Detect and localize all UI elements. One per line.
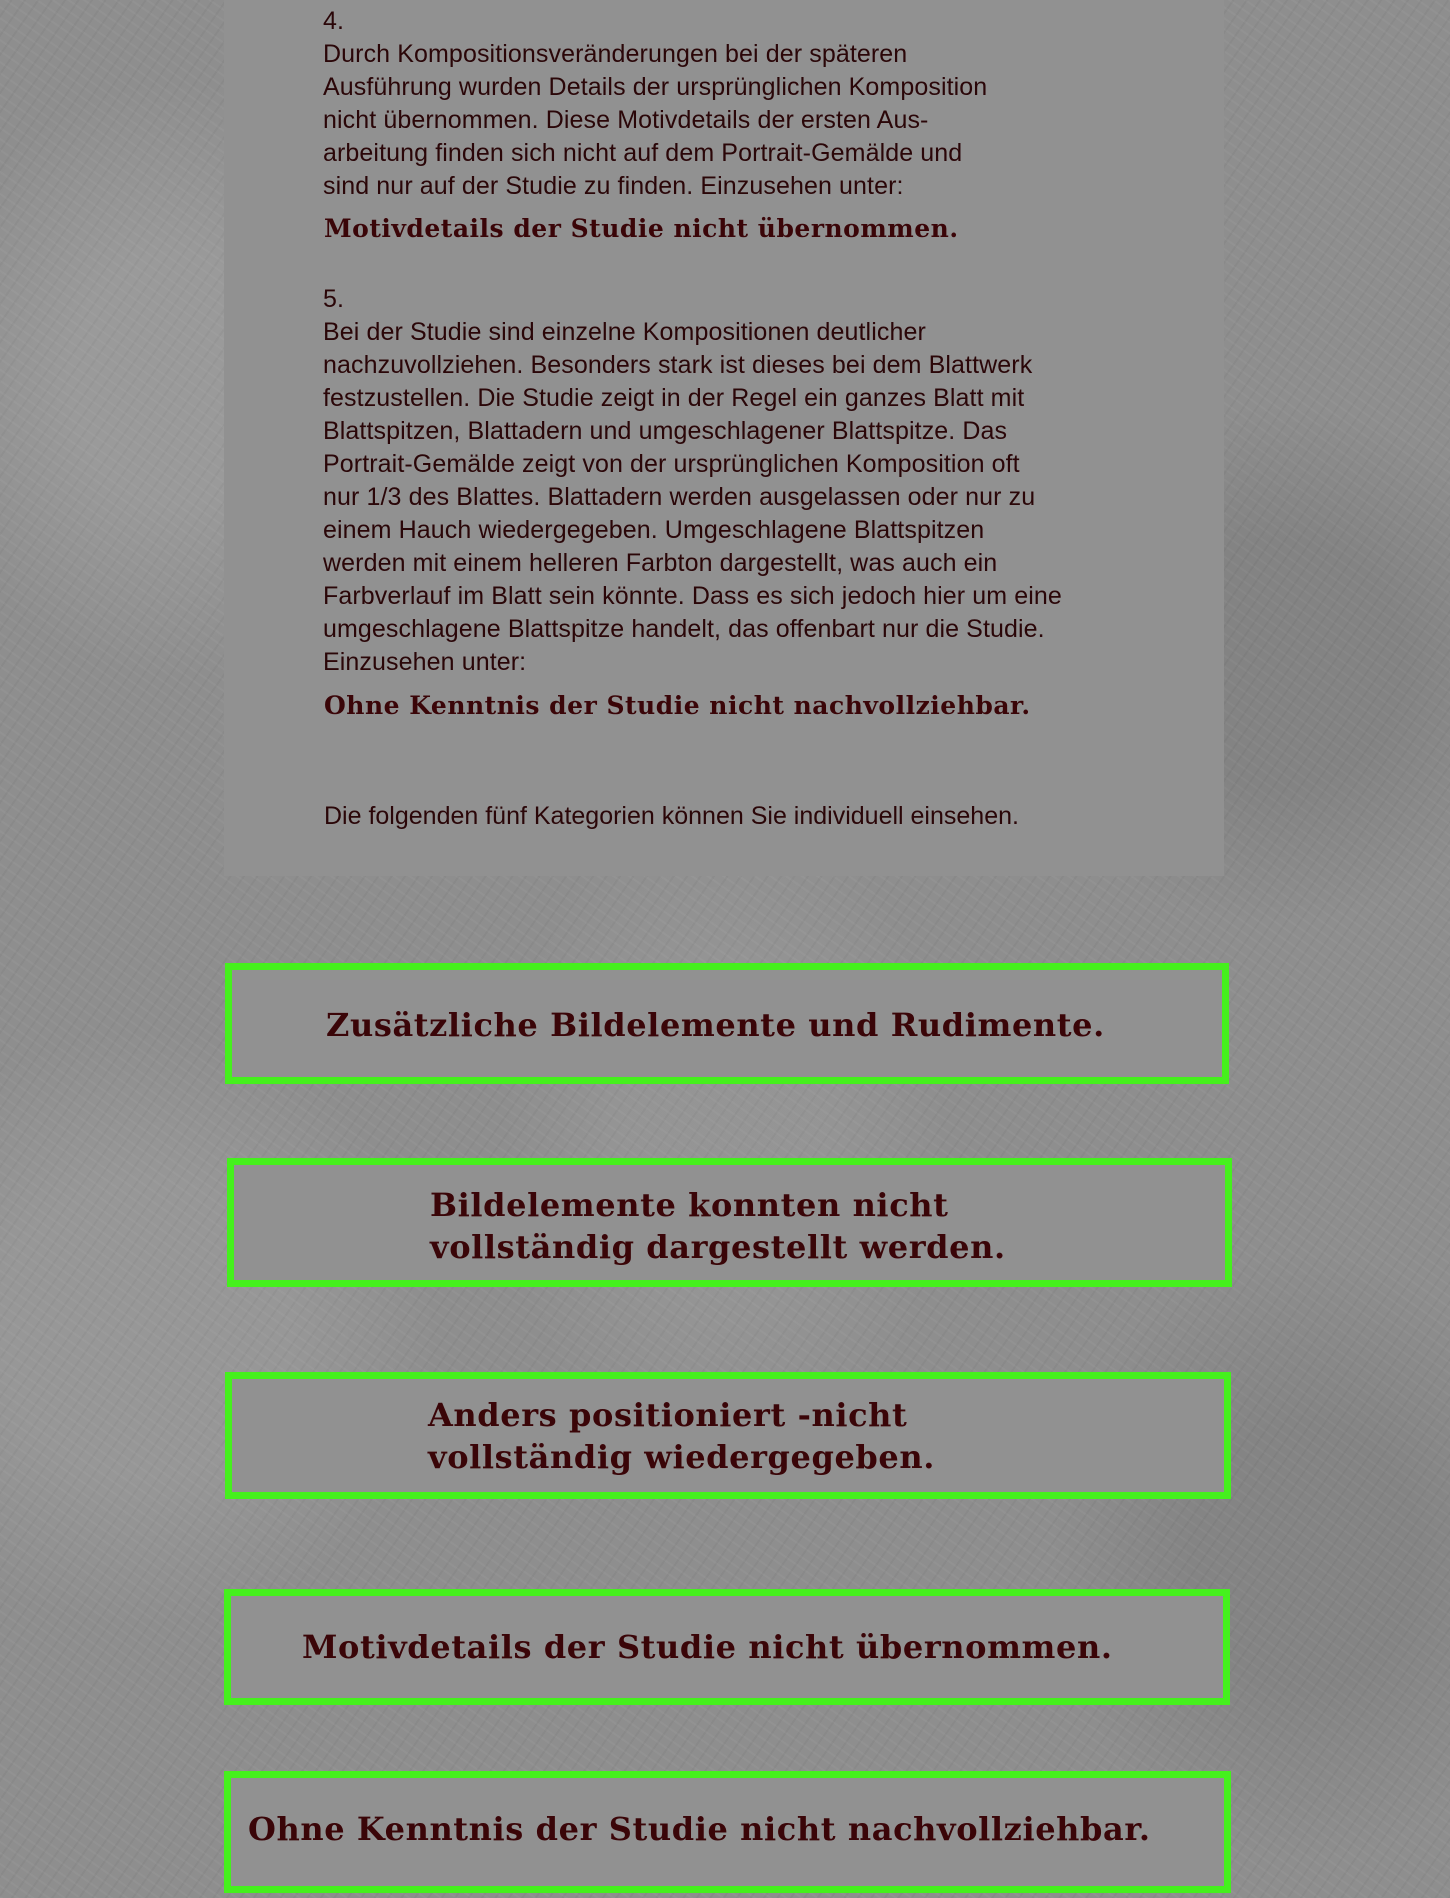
section-5-line: umgeschlagene Blattspitze handelt, das offenbart nur die Studie. xyxy=(323,615,1045,643)
category-button-label: Anders positioniert -nicht vollständig wiedergegeben. xyxy=(428,1396,935,1476)
category-button-label: Bildelemente konnten nicht vollständig dargestellt werden. xyxy=(430,1186,1006,1266)
category-button-label: Zusätzliche Bildelemente und Rudimente. xyxy=(326,1006,1105,1044)
section-4-line: nicht übernommen. Diese Motivdetails der ersten Aus- xyxy=(323,106,929,134)
section-5-line: Bei der Studie sind einzelne Kompositionen deutlicher xyxy=(323,318,926,346)
link-ohne-kenntnis[interactable]: Ohne Kenntnis der Studie nicht nachvollziehbar. xyxy=(324,691,1031,720)
category-button-label: Motivdetails der Studie nicht übernommen. xyxy=(302,1628,1113,1666)
section-4-line: arbeitung finden sich nicht auf dem Portrait-Gemälde und xyxy=(323,139,963,167)
link-motivdetails[interactable]: Motivdetails der Studie nicht übernommen. xyxy=(324,214,959,243)
section-5-line: Einzusehen unter: xyxy=(323,648,527,676)
category-button-nicht-vollstaendig-dargestellt[interactable] xyxy=(227,1158,1232,1287)
section-4-line: sind nur auf der Studie zu finden. Einzusehen unter: xyxy=(323,172,904,200)
category-button-zusaetzliche-bildelemente[interactable] xyxy=(225,963,1229,1084)
section-5-line: nur 1/3 des Blattes. Blattadern werden ausgelassen oder nur zu xyxy=(323,483,1036,511)
category-button-anders-positioniert[interactable] xyxy=(225,1372,1231,1499)
section-5-line: festzustellen. Die Studie zeigt in der Regel ein ganzes Blatt mit xyxy=(323,384,1025,412)
section-4-line: Ausführung wurden Details der ursprünglichen Komposition xyxy=(323,73,988,101)
section-4-number: 4. xyxy=(323,7,345,35)
section-5-line: werden mit einem helleren Farbton dargestellt, was auch ein xyxy=(323,549,998,577)
section-4-text xyxy=(323,5,1203,203)
section-5-number: 5. xyxy=(323,285,345,313)
section-5-line: Blattspitzen, Blattadern und umgeschlagener Blattspitze. Das xyxy=(323,417,1008,445)
section-5-text xyxy=(323,283,1203,679)
categories-intro-text: Die folgenden fünf Kategorien können Sie individuell einsehen. xyxy=(324,802,1019,830)
section-5-line: Farbverlauf im Blatt sein könnte. Dass es sich jedoch hier um eine xyxy=(323,582,1062,610)
section-5-line: nachzuvollziehen. Besonders stark ist dieses bei dem Blattwerk xyxy=(323,351,1033,379)
category-button-motivdetails[interactable] xyxy=(224,1589,1230,1705)
section-5-line: Portrait-Gemälde zeigt von der ursprünglichen Komposition oft xyxy=(323,450,1020,478)
text-panel xyxy=(224,0,1224,876)
section-5-line: einem Hauch wiedergegeben. Umgeschlagene Blattspitzen xyxy=(323,516,985,544)
category-button-label: Ohne Kenntnis der Studie nicht nachvollziehbar. xyxy=(248,1810,1151,1848)
category-button-ohne-kenntnis[interactable] xyxy=(224,1771,1231,1893)
section-4-line: Durch Kompositionsveränderungen bei der späteren xyxy=(323,40,908,68)
